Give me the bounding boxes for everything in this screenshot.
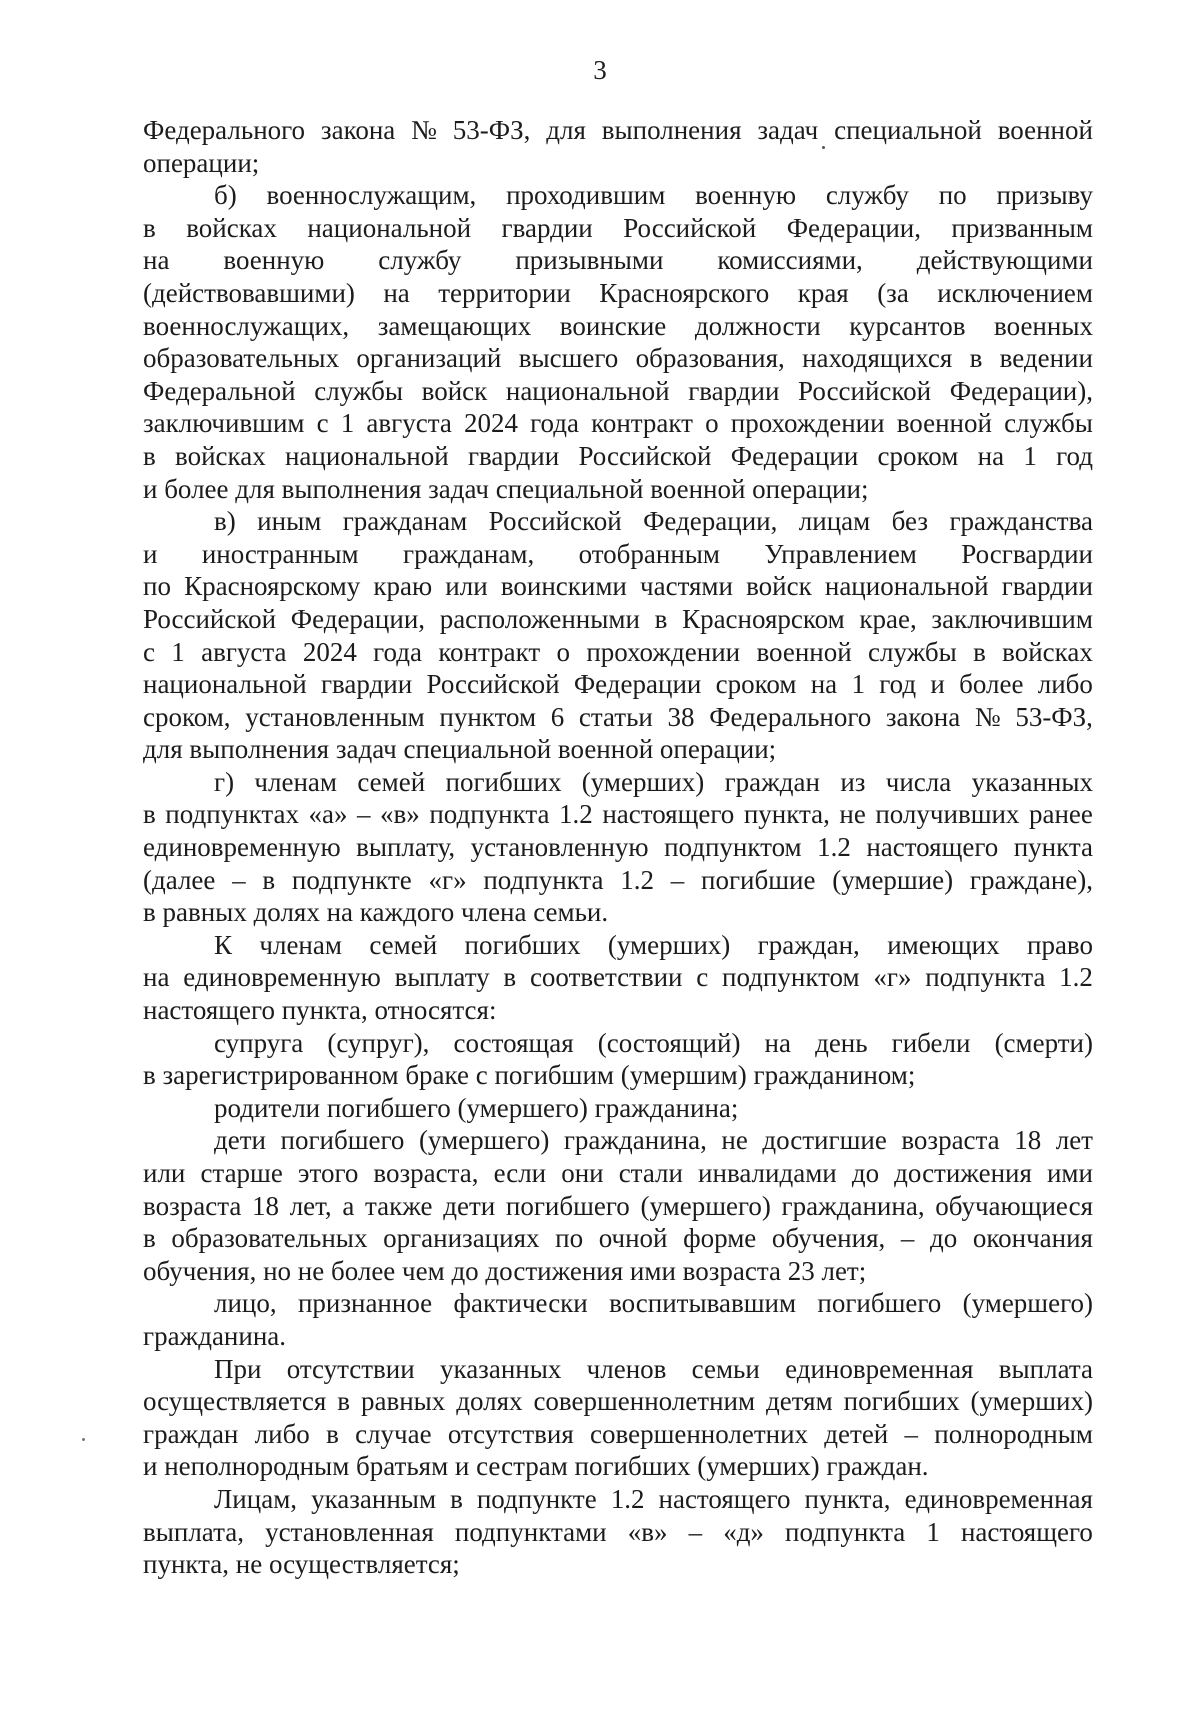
text-line: лицо, признанное фактически воспитывавшим погибшего (умершего) — [214, 1288, 1093, 1319]
text-line: единовременную выплату, установленную подпунктом 1.2 настоящего пункта — [143, 832, 1093, 863]
text-line: в войсках национальной гвардии Российской Федерации сроком на 1 год — [143, 440, 1093, 471]
scan-speck — [82, 1438, 85, 1441]
text-line: в) иным гражданам Российской Федерации, лицам без гражданства — [214, 506, 1093, 537]
text-line: и неполнородным братьям и сестрам погибших (умерших) граждан. — [143, 1451, 929, 1482]
text-line: граждан либо в случае отсутствия совершеннолетних детей – полнородным — [143, 1418, 1093, 1449]
text-line: или старше этого возраста, если они стали инвалидами до достижения ими — [143, 1158, 1093, 1188]
text-line: операции; — [143, 147, 260, 178]
page-number: 3 — [593, 55, 607, 85]
text-line: гражданина. — [143, 1320, 287, 1351]
text-line: и иностранным гражданам, отобранным Управлением Росгвардии — [143, 538, 1093, 569]
text-line: с 1 августа 2024 года контракт о прохождении военной службы в войсках — [143, 636, 1093, 667]
text-line: супруга (супруг), состоящая (состоящий) на день гибели (смерти) — [214, 1027, 1093, 1058]
text-line: в равных долях на каждого члена семьи. — [143, 897, 609, 928]
text-line: обучения, но не более чем до достижения ими возраста 23 лет; — [143, 1255, 867, 1286]
text-line: (далее – в подпункте «г» подпункта 1.2 – погибшие (умершие) граждане), — [143, 864, 1093, 895]
document-body — [143, 114, 1093, 1581]
text-line: и более для выполнения задач специальной военной операции; — [143, 473, 869, 504]
text-line: пункта, не осуществляется; — [143, 1549, 460, 1580]
text-line: заключившим с 1 августа 2024 года контракт о прохождении военной службы — [143, 408, 1093, 439]
text-line: образовательных организаций высшего образования, находящихся в ведении — [143, 343, 1093, 374]
text-line: Российской Федерации, расположенными в Красноярском крае, заключившим — [143, 603, 1093, 634]
text-line: б) военнослужащим, проходившим военную службу по призыву — [214, 180, 1093, 211]
text-line: Федерального закона № 53-ФЗ, для выполнения задач специальной военной — [143, 115, 1093, 145]
text-line: в подпунктах «а» – «в» подпункта 1.2 настоящего пункта, не получивших ранее — [143, 799, 1093, 830]
text-line: по Красноярскому краю или воинскими частями войск национальной гвардии — [143, 571, 1093, 602]
text-line: в зарегистрированном браке с погибшим (умершим) гражданином; — [143, 1060, 916, 1091]
text-line: Лицам, указанным в подпункте 1.2 настоящего пункта, единовременная — [214, 1483, 1093, 1514]
text-line: на военную службу призывными комиссиями, действующими — [143, 245, 1093, 276]
text-line: К членам семей погибших (умерших) граждан, имеющих право — [214, 929, 1093, 960]
text-line: сроком, установленным пунктом 6 статьи 38 Федерального закона № 53-ФЗ, — [143, 701, 1093, 732]
text-line: для выполнения задач специальной военной операции; — [143, 734, 777, 765]
text-line: в войсках национальной гвардии Российской Федерации, призванным — [143, 212, 1093, 243]
text-line: родители погибшего (умершего) гражданина; — [214, 1092, 739, 1123]
text-line: в образовательных организациях по очной форме обучения, – до окончания — [143, 1223, 1093, 1254]
text-line: Федеральной службы войск национальной гвардии Российской Федерации), — [143, 375, 1093, 406]
text-line: военнослужащих, замещающих воинские должности курсантов военных — [143, 310, 1093, 341]
text-line: дети погибшего (умершего) гражданина, не достигшие возраста 18 лет — [214, 1125, 1093, 1156]
text-line: осуществляется в равных долях совершеннолетним детям погибших (умерших) — [143, 1386, 1093, 1417]
text-line: выплата, установленная подпунктами «в» – «д» подпункта 1 настоящего — [143, 1516, 1093, 1547]
text-line: г) членам семей погибших (умерших) граждан из числа указанных — [214, 766, 1093, 797]
text-line: возраста 18 лет, а также дети погибшего (умершего) гражданина, обучающиеся — [143, 1190, 1093, 1221]
text-line: национальной гвардии Российской Федерации сроком на 1 год и более либо — [143, 669, 1093, 700]
text-line: настоящего пункта, относятся: — [143, 995, 497, 1026]
text-line: на единовременную выплату в соответствии с подпунктом «г» подпункта 1.2 — [143, 962, 1093, 993]
text-line: При отсутствии указанных членов семьи единовременная выплата — [214, 1353, 1093, 1384]
text-line: (действовавшими) на территории Красноярского края (за исключением — [143, 277, 1093, 308]
